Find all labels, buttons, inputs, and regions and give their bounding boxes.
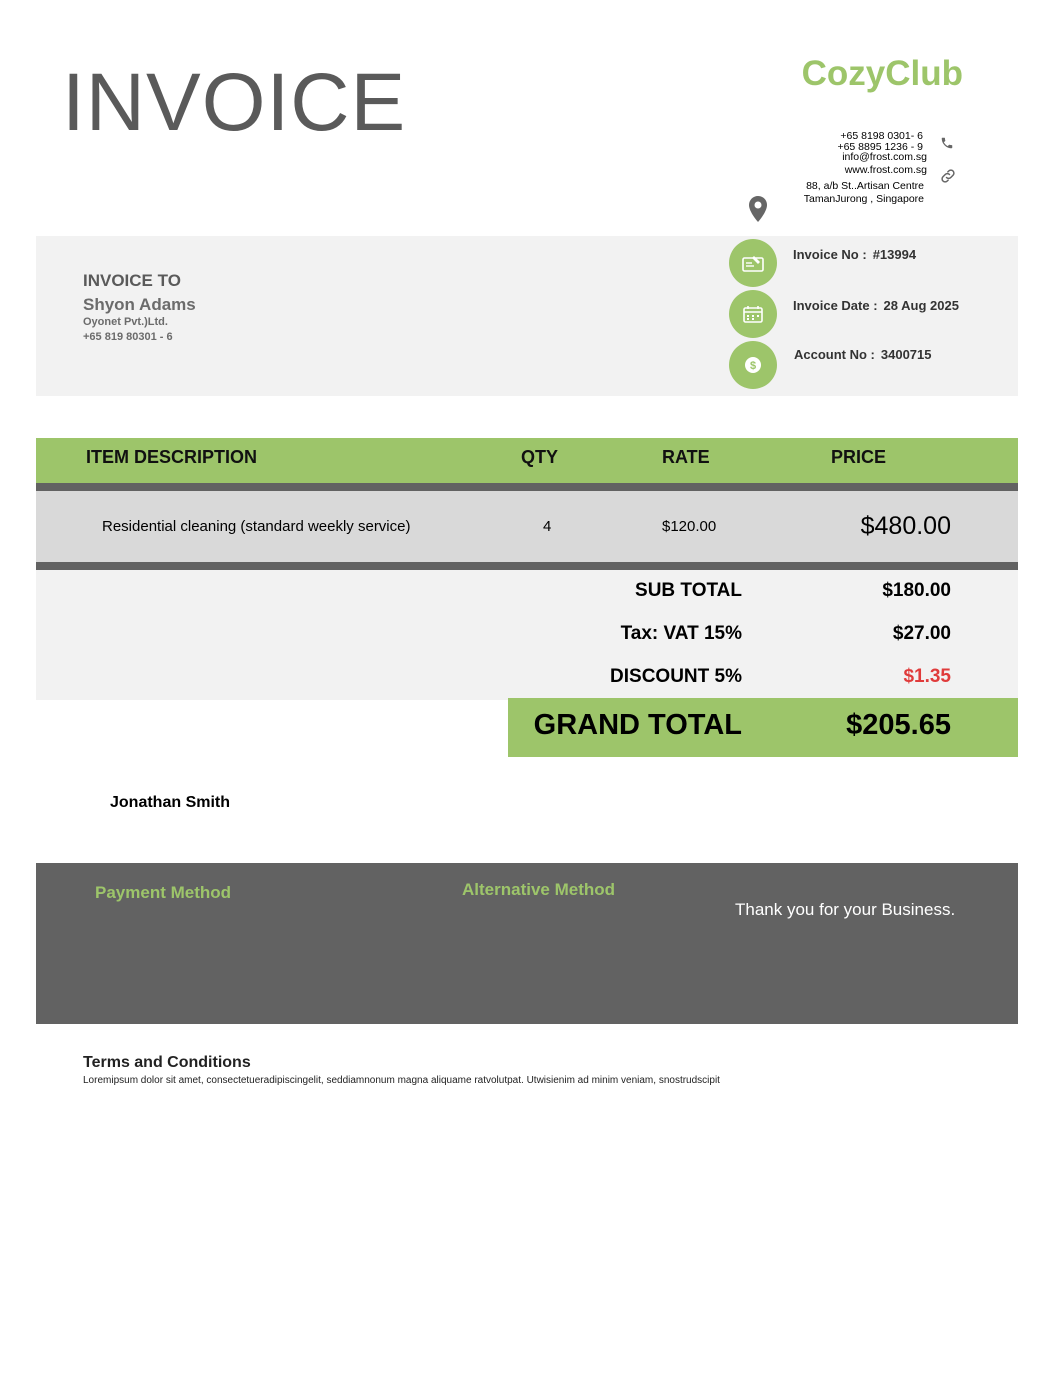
account-no-badge [729,341,777,389]
invoice-date-badge [729,290,777,338]
column-header-qty: QTY [521,447,559,467]
table-divider-top [36,483,1018,491]
client-phone: +65 819 80301 - 6 [83,331,173,343]
invoice-title: INVOICE [62,57,407,148]
client-company: Oyonet Pvt.)Ltd. [83,316,168,328]
client-name: Shyon Adams [83,295,196,314]
location-pin-icon [748,195,768,223]
invoice-icon [742,254,764,272]
phone-icon [940,136,954,150]
dollar-icon [744,356,762,374]
row-rate: $120.00 [662,518,717,535]
discount-value: $1.35 [903,666,951,687]
contact-phones [800,130,923,153]
address-line-2: TamanJurong , Singapore [803,192,924,205]
invoice-date [793,298,959,313]
terms-body: Loremipsum dolor sit amet, consectetueradipiscingelit, seddiamnonum magna aliquame ratvolutpat. Utwisienim ad minim veniam, snostrudscipit [83,1075,720,1086]
discount-label: DISCOUNT 5% [610,666,742,687]
terms-title: Terms and Conditions [83,1054,251,1071]
row-price: $480.00 [860,512,951,540]
invoice-no [793,247,916,262]
table-divider-bottom [36,562,1018,570]
row-qty: 4 [543,518,552,535]
contact-web [800,151,927,176]
account-no-value: 3400715 [880,347,932,362]
phone-2: +65 8895 1236 - 9 [837,140,923,153]
tax-value: $27.00 [892,623,951,644]
subtotal-value: $180.00 [882,580,951,601]
payment-method-label: Payment Method [95,883,232,902]
phone-1: +65 8198 0301- 6 [840,130,923,142]
invoice-no-value: #13994 [872,247,917,262]
contact-address [780,180,924,205]
alternative-method-label: Alternative Method [462,880,616,899]
link-icon [938,167,958,185]
grand-total-label: GRAND TOTAL [533,709,742,741]
grand-total-value: $205.65 [846,709,951,741]
invoice-no-badge [729,239,777,287]
tax-label: Tax: VAT 15% [620,623,742,644]
website-text: www.frost.com.sg [844,163,927,176]
thank-you-message: Thank you for your Business. [735,900,956,919]
invoice-to-label: INVOICE TO [83,271,181,290]
company-brand: CozyClub [801,54,963,93]
invoice-date-value: 28 Aug 2025 [883,298,959,313]
column-header-price: PRICE [831,447,887,467]
subtotal-label: SUB TOTAL [635,580,742,601]
address-line-1: 88, a/b St..Artisan Centre [806,180,924,192]
signer-name: Jonathan Smith [110,794,231,811]
account-no [794,347,932,362]
column-header-rate: RATE [662,447,710,467]
invoice-date-label: Invoice Date : [793,298,878,313]
email-text: info@frost.com.sg [842,151,927,163]
invoice-no-label: Invoice No : [793,247,867,262]
calendar-icon [743,305,763,323]
column-header-description: ITEM DESCRIPTION [86,447,258,467]
account-no-label: Account No : [794,347,875,362]
row-description: Residential cleaning (standard weekly service) [102,518,411,535]
svg-text:$: $ [749,360,757,372]
